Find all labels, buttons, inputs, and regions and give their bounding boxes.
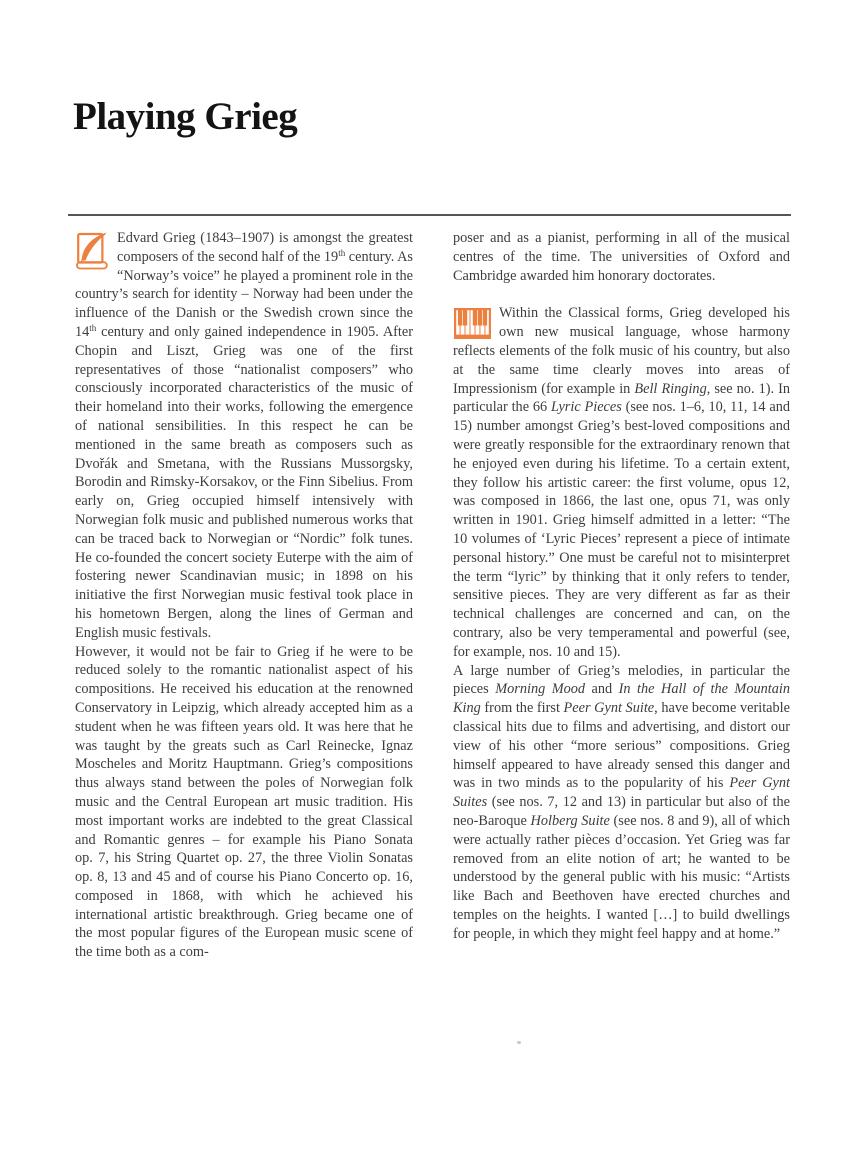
text-run: century and only gained independence in 1905. After Chopin and Liszt, Grieg was one of the first representatives of those “nationalist composers” who consciously incorporated characteristics of the music of their homeland into their works, following the emergence of national sensibilities. In this respect he can be mentioned in the same breath as composers such as Dvořák and Smetana, with the Russians Mussorgsky, Borodin and Rimsky-Korsakov, or the Finn Sibelius. From early on, Grieg occupied himself intensively with Norwegian folk music and published numerous works that can be traced back to Norwegian or “Nordic” folk tunes. He co-founded the concert society Euterpe with the aim of fostering newer Scandinavian music; in 1898 on his initiative the first Norwegian music festival took place in his hometown Bergen, along the lines of German and English music festivals. — [75, 323, 413, 641]
left-column — [75, 229, 413, 962]
paragraph — [453, 662, 790, 944]
text-run: from the first — [480, 700, 564, 717]
text-run: (see nos. 1–6, 10, 11, 14 and 15) number amongst Grieg’s best-loved compositions and were greatly responsible for the extraordinary renown that he enjoyed even during his lifetime. To a certain extent, they follow his artistic career: the first volume, opus 12, was composed in 1866, the last one, opus 71, was only written in 1901. Grieg himself admitted in a letter: “The 10 volumes of ‘Lyric Pieces’ represent a piece of intimate personal history.” One must be careful not to misinterpret the term “lyric” by thinking that it only refers to tender, sensitive pieces. They are very different as far as their technical challenges are concerned and can, on the contrary, also be very temperamental and powerful (see, for example, nos. 10 and 15). — [453, 399, 790, 660]
text-run: Within the Classical forms, Grieg developed his own new musical language, whose harmony reflects elements of the folk music of his country, but also at the same time clearly moves into areas of Impressionism (for example in — [453, 305, 790, 397]
text-run: In the Hall of the Mountain King — [453, 681, 791, 717]
scan-speck — [517, 1041, 521, 1044]
text-run: th — [338, 247, 346, 258]
text-run: Bell Ringing — [634, 380, 707, 397]
text-run: (see nos. 8 and 9), all of which were actually rather pièces d’occasion. Yet Grieg was far removed from an elite notion of art; he wanted to be understood by the general public with his music: “Artists like Bach and Beethoven have erected churches and temples on the heights. I wanted […] to build dwellings for people, in which they might feel happy and at home.” — [453, 812, 790, 942]
paragraph — [75, 229, 413, 643]
text-run: A large number of Grieg’s melodies, in particular the pieces — [453, 662, 790, 698]
text-run: Peer Gynt Suites — [453, 775, 790, 811]
text-columns — [75, 229, 790, 962]
text-run: Peer Gynt Suite — [563, 700, 655, 717]
text-run: (see nos. 7, 12 and 13) in particular but also of the neo-Baroque — [453, 794, 790, 829]
paragraph — [453, 304, 790, 661]
text-run: Lyric Pieces — [550, 399, 622, 416]
quill-icon — [76, 231, 108, 271]
page-title: Playing Grieg — [73, 95, 298, 138]
text-run: Morning Mood — [495, 681, 586, 698]
text-run: However, it would not be fair to Grieg if he were to be reduced solely to the romantic nationalist aspect of his compositions. He received his education at the renowned Conservatory in Leipzig, which already accepted him as a student when he was fifteen years old. It was here that he was taught by the greats such as Carl Reinecke, Ignaz Moscheles and Moritz Hauptmann. Grieg’s compositions thus always stand between the poles of Norwegian folk music and the Central European art music tradition. His most important works are indebted to the great Classical and Romantic genres – for example his Piano Sonata op. 7, his String Quartet op. 27, the three Violin Sonatas op. 8, 13 and 45 and of course his Piano Concerto op. 16, composed in 1868, with which he achieved his international artistic breakthrough. Grieg became one of the most popular figures of the European music scene of the time both as a com- — [75, 643, 413, 961]
title-rule — [68, 214, 791, 216]
paragraph — [75, 643, 413, 963]
text-run: th — [89, 322, 97, 333]
text-run: , have become veritable classical hits due to films and advertising, and distort our view of his other “more serious” compositions. Grieg himself appeared to have already sensed this danger and was in two minds as to the popularity of his — [453, 700, 790, 792]
text-run: Holberg Suite — [530, 812, 610, 829]
text-run: poser and as a pianist, performing in all of the musical centres of the time. The universities of Oxford and Cambridge awarded him honorary doctorates. — [453, 230, 790, 284]
text-run: century. As “Norway’s voice” he played a prominent role in the country’s search for identity – Norway had been under the influence of the Danish or the Swedish crown since the 14 — [75, 248, 413, 340]
text-run: , see no. 1). In particular the 66 — [453, 380, 791, 416]
right-column — [453, 229, 790, 962]
text-run: and — [585, 681, 619, 698]
text-run: Edvard Grieg (1843–1907) is amongst the greatest composers of the second half of the 19 — [117, 230, 413, 265]
paragraph — [453, 229, 790, 285]
piano-icon — [454, 308, 491, 339]
